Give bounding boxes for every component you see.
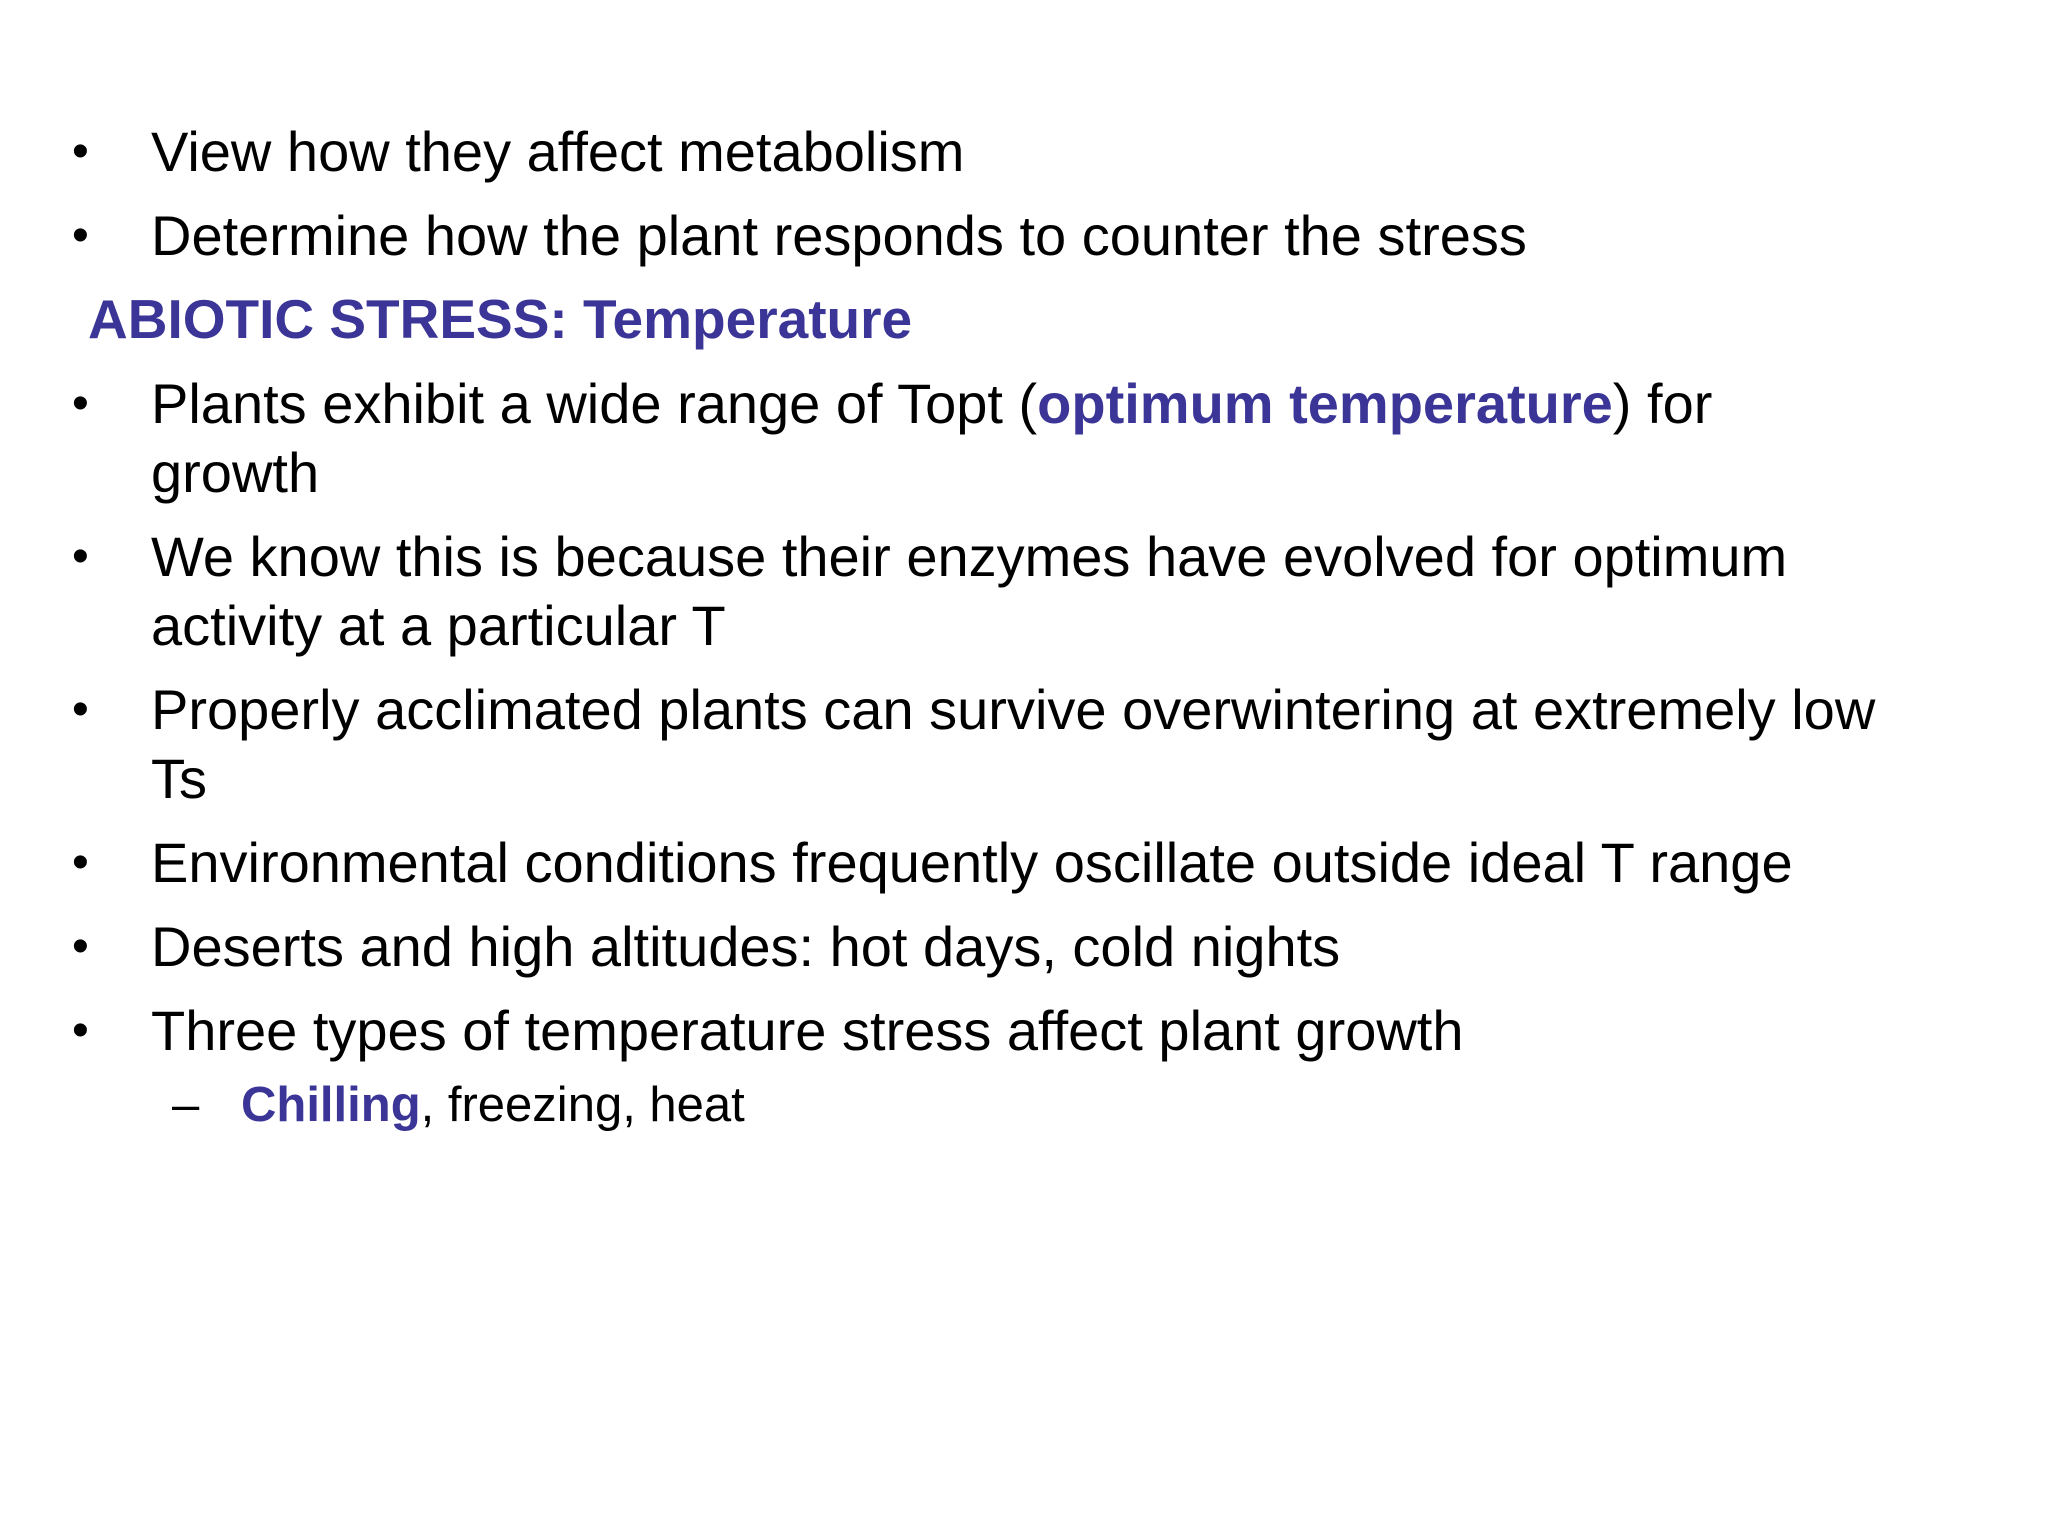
bullet-text (151, 369, 1712, 438)
accent-term: Chilling (241, 1078, 421, 1132)
bullet-icon: • (72, 209, 89, 262)
bullet-icon: • (72, 1004, 89, 1057)
bullet-text: We know this is because their enzymes have evolved for optimum (151, 525, 1788, 588)
bullet-text: Ts (151, 747, 207, 810)
bullet-icon: • (72, 836, 89, 889)
section-heading: ABIOTIC STRESS: Temperature (88, 288, 913, 350)
sub-bullet-text-part: , freezing, heat (420, 1078, 745, 1132)
bullet-text: Determine how the plant responds to counter the stress (151, 204, 1527, 267)
bullet-icon: • (72, 125, 89, 178)
bullet-text: Three types of temperature stress affect plant growth (151, 999, 1464, 1062)
bullet-text: Deserts and high altitudes: hot days, cold nights (151, 915, 1341, 978)
bullet-icon: • (72, 683, 89, 736)
bullet-text-part: ) for (1612, 372, 1713, 435)
accent-term: optimum temperature (1037, 372, 1613, 435)
bullet-text: Properly acclimated plants can survive overwintering at extremely low (151, 678, 1876, 741)
bullet-icon: • (72, 530, 89, 583)
bullet-text: View how they affect metabolism (151, 120, 965, 183)
bullet-icon: • (72, 377, 89, 430)
bullet-text: activity at a particular T (151, 594, 726, 657)
sub-bullet-text (241, 1075, 745, 1135)
bullet-icon: • (72, 920, 89, 973)
bullet-text: growth (151, 441, 320, 504)
bullet-text: Environmental conditions frequently oscillate outside ideal T range (151, 831, 1793, 894)
bullet-text-part: Plants exhibit a wide range of Topt ( (151, 372, 1038, 435)
dash-icon: – (172, 1078, 200, 1132)
